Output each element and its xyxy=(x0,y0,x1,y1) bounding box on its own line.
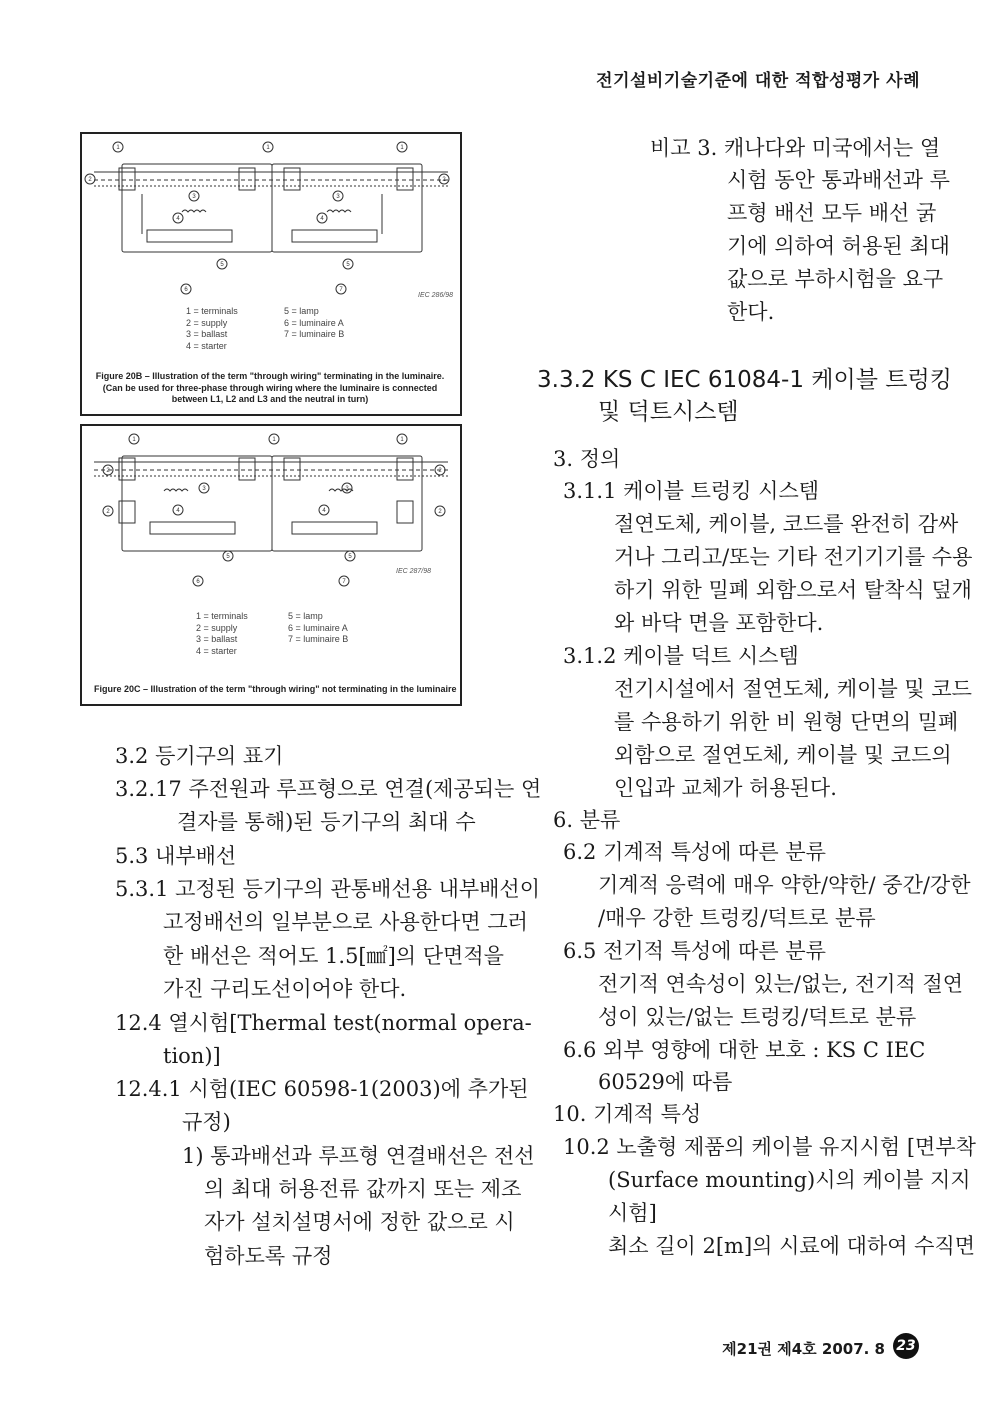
svg-text:5: 5 xyxy=(348,554,352,560)
note-line-2: 시험 동안 통과배선과 루 xyxy=(727,168,950,192)
right-line-19: 6.6 외부 영향에 대한 보호 : KS C IEC xyxy=(563,1038,926,1062)
right-line-24: 시험] xyxy=(608,1201,657,1225)
legend-b-col1: 1 = terminals 2 = supply 3 = ballast 4 = starter xyxy=(186,306,238,351)
right-line-13: 6.2 기계적 특성에 따른 분류 xyxy=(563,840,826,864)
svg-text:2: 2 xyxy=(88,177,92,183)
figure-20b-caption: Figure 20B – Illustration of the term "through wiring" terminating in the luminaire. (Can be used for three-phase through wiring where the luminaire is connected between L1, L2 and L3 and the neutral in turn) xyxy=(95,371,445,404)
right-line-1: 3. 정의 xyxy=(553,447,621,471)
right-line-7: 3.1.2 케이블 덕트 시스템 xyxy=(563,644,799,668)
note-line-1: 비고 3. 캐나다와 미국에서는 열 xyxy=(650,136,941,160)
left-line-12: 규정) xyxy=(182,1110,231,1134)
svg-text:4: 4 xyxy=(322,508,326,514)
svg-text:4: 4 xyxy=(176,508,180,514)
svg-text:1: 1 xyxy=(400,145,404,151)
note-line-6: 한다. xyxy=(727,300,775,324)
right-line-20: 60529에 따름 xyxy=(598,1070,733,1094)
figure-20c-caption: Figure 20C – Illustration of the term "through wiring" not terminating in the luminaire xyxy=(94,684,457,694)
left-line-5: 5.3.1 고정된 등기구의 관통배선용 내부배선이 xyxy=(115,877,540,901)
right-line-17: 전기적 연속성이 있는/없는, 전기적 절연 xyxy=(598,972,964,996)
svg-text:4: 4 xyxy=(176,216,180,222)
right-line-18: 성이 있는/없는 트렁킹/덕트로 분류 xyxy=(598,1005,917,1029)
svg-text:5: 5 xyxy=(226,554,230,560)
svg-text:4: 4 xyxy=(320,216,324,222)
right-line-9: 를 수용하기 위한 비 원형 단면의 밀폐 xyxy=(614,710,959,734)
note-line-4: 기에 의하여 허용된 최대 xyxy=(727,234,950,258)
svg-text:1: 1 xyxy=(116,145,120,151)
right-line-22: 10.2 노출형 제품의 케이블 유지시험 [면부착 xyxy=(563,1135,976,1159)
svg-text:5: 5 xyxy=(220,262,224,268)
right-line-11: 인입과 교체가 허용된다. xyxy=(614,776,837,800)
svg-text:5: 5 xyxy=(346,262,350,268)
svg-text:3: 3 xyxy=(336,194,340,200)
svg-text:2: 2 xyxy=(106,509,110,515)
legend-b-col2: 5 = lamp 6 = luminaire A 7 = luminaire B xyxy=(284,306,345,339)
legend-c-col2: 5 = lamp 6 = luminaire A 7 = luminaire B xyxy=(288,611,349,644)
left-line-4: 5.3 내부배선 xyxy=(115,844,237,868)
note-line-3: 프형 배선 모두 배선 굵 xyxy=(727,201,937,225)
right-line-10: 외함으로 절연도체, 케이블 및 코드의 xyxy=(614,743,952,767)
page-number: 23 xyxy=(893,1333,919,1359)
right-line-2: 3.1.1 케이블 트렁킹 시스템 xyxy=(563,479,820,503)
right-line-12: 6. 분류 xyxy=(553,808,621,832)
svg-text:6: 6 xyxy=(196,579,200,585)
left-line-1: 3.2 등기구의 표기 xyxy=(115,744,284,768)
left-line-13: 1) 통과배선과 루프형 연결배선은 전선 xyxy=(182,1144,535,1168)
left-line-15: 자가 설치설명서에 정한 값으로 시 xyxy=(204,1210,515,1234)
svg-text:7: 7 xyxy=(339,287,343,293)
section-title-line-1: 3.3.2 KS C IEC 61084-1 케이블 트렁킹 xyxy=(537,367,952,393)
left-line-7: 한 배선은 적어도 1.5[㎟]의 단면적을 xyxy=(163,944,504,968)
left-line-11: 12.4.1 시험(IEC 60598-1(2003)에 추가된 xyxy=(115,1077,529,1101)
svg-text:1: 1 xyxy=(266,145,270,151)
figure-20b xyxy=(80,132,462,416)
left-line-8: 가진 구리도선이어야 한다. xyxy=(163,977,407,1001)
iec-reference-c: IEC 287/98 xyxy=(396,568,432,575)
svg-text:1: 1 xyxy=(132,437,136,443)
left-line-3: 결자를 통해)된 등기구의 최대 수 xyxy=(177,810,476,834)
left-line-9: 12.4 열시험[Thermal test(normal opera- xyxy=(115,1011,532,1035)
svg-text:2: 2 xyxy=(442,177,446,183)
svg-text:6: 6 xyxy=(184,287,188,293)
left-line-10: tion)] xyxy=(163,1044,221,1068)
wiring-diagram-c xyxy=(82,426,460,704)
right-line-5: 하기 위한 밀폐 외함으로서 탈착식 덮개 xyxy=(614,578,972,602)
right-line-16: 6.5 전기적 특성에 따른 분류 xyxy=(563,939,826,963)
left-line-16: 험하도록 규정 xyxy=(204,1244,333,1268)
right-line-8: 전기시설에서 절연도체, 케이블 및 코드 xyxy=(614,677,972,701)
left-line-2: 3.2.17 주전원과 루프형으로 연결(제공되는 연 xyxy=(115,777,542,801)
right-line-14: 기계적 응력에 매우 약한/약한/ 중간/강한 xyxy=(598,873,971,897)
right-line-4: 거나 그리고/또는 기타 전기기기를 수용 xyxy=(614,545,973,569)
footer-issue: 제21권 제4호 2007. 8 xyxy=(722,1340,885,1358)
right-line-15: /매우 강한 트렁킹/덕트로 분류 xyxy=(598,906,876,930)
svg-text:3: 3 xyxy=(202,486,206,492)
right-line-25: 최소 길이 2[m]의 시료에 대하여 수직면 xyxy=(608,1234,976,1258)
right-line-23: (Surface mounting)시의 케이블 지지 xyxy=(608,1168,971,1192)
right-line-3: 절연도체, 케이블, 코드를 완전히 감싸 xyxy=(614,512,959,536)
svg-text:3: 3 xyxy=(345,486,349,492)
left-line-6: 고정배선의 일부분으로 사용한다면 그러 xyxy=(163,910,528,934)
svg-text:2: 2 xyxy=(438,468,442,474)
figure-20c xyxy=(80,424,462,706)
note-line-5: 값으로 부하시험을 요구 xyxy=(727,267,944,291)
iec-reference-b: IEC 286/98 xyxy=(418,292,454,299)
running-header: 전기설비기술기준에 대한 적합성평가 사례 xyxy=(596,71,920,91)
svg-text:1: 1 xyxy=(400,437,404,443)
right-line-21: 10. 기계적 특성 xyxy=(553,1102,702,1126)
svg-text:3: 3 xyxy=(192,194,196,200)
svg-text:1: 1 xyxy=(272,437,276,443)
svg-text:2: 2 xyxy=(438,509,442,515)
svg-text:2: 2 xyxy=(106,468,110,474)
legend-c-col1: 1 = terminals 2 = supply 3 = ballast 4 = starter xyxy=(196,611,248,656)
section-title-line-2: 및 덕트시스템 xyxy=(598,399,739,425)
svg-text:7: 7 xyxy=(342,579,346,585)
left-line-14: 의 최대 허용전류 값까지 또는 제조 xyxy=(204,1177,522,1201)
right-line-6: 와 바닥 면을 포함한다. xyxy=(614,611,824,635)
